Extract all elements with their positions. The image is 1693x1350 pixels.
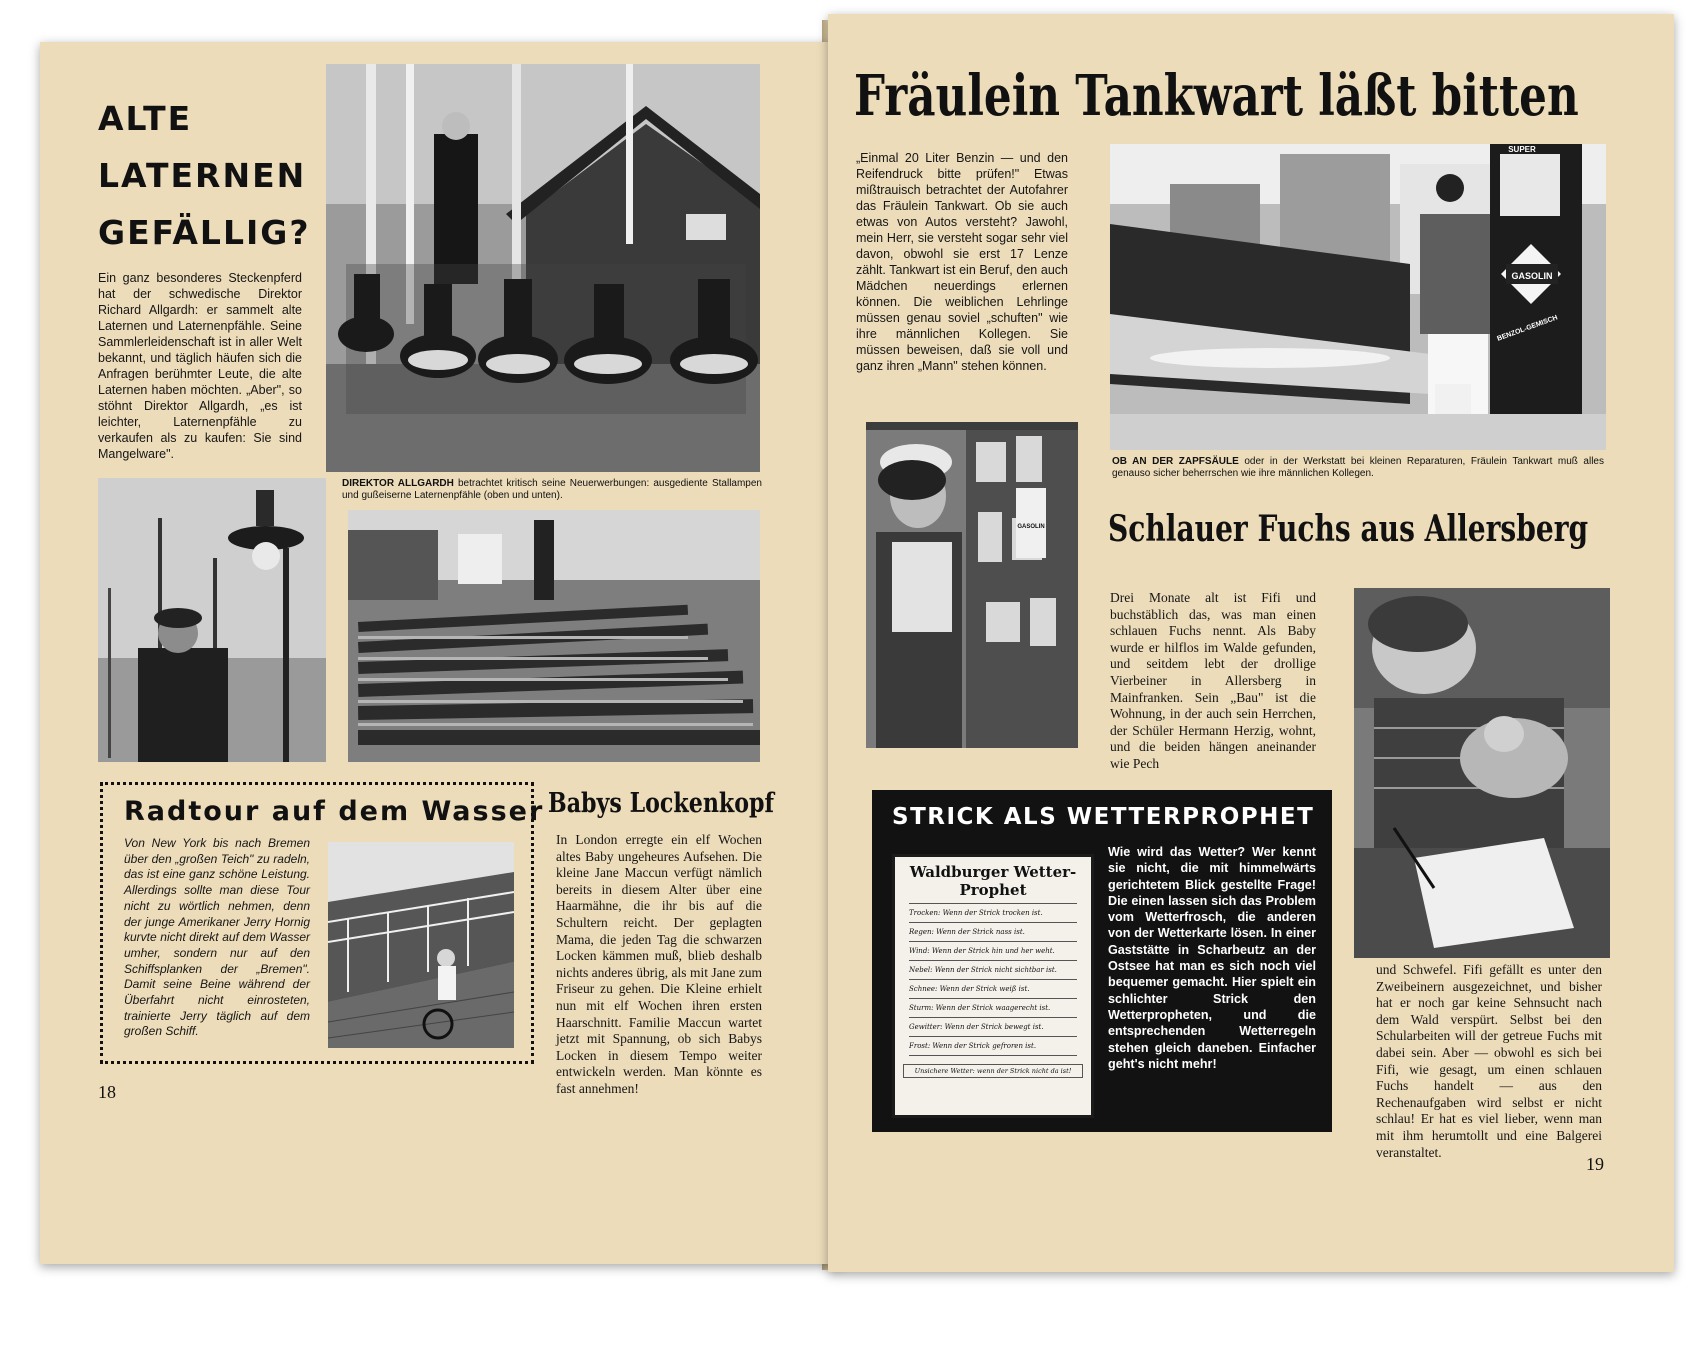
strick-title: STRICK ALS WETTERPROPHET bbox=[892, 804, 1315, 830]
sign-row: Trocken: Wenn der Strick trocken ist. bbox=[909, 904, 1077, 923]
pump-brand-text: GASOLIN bbox=[1511, 271, 1553, 281]
sign-row: Wind: Wenn der Strick hin und her weht. bbox=[909, 942, 1077, 961]
babys-body: In London erregte ein elf Wochen altes Baby ungeheures Aufsehen. Die kleine Jane Maccun verfügt nämlich bereits in diesem Alter über eine Haarmähne, die ihr bis auf die Schultern reicht. Der geplagten Mama, die jeden Tag die schwarzen Locken kämmen muß, blieb deshalb nichts anderes übrig, als mit Jane zum Friseur zu gehen. Die Kleine erhielt nun mit elf Wochen ihren ersten Haarschnitt. Familie Maccun wartet jetzt mit Spannung, ob sich Babys Locken in diesem Tempo weiter entwickeln werden. Man könnte es fast annehmen! bbox=[556, 832, 762, 1096]
tankwart-title: Fräulein Tankwart läßt bitten bbox=[854, 63, 1579, 129]
lanterns-caption-bold: DIREKTOR ALLGARDH bbox=[342, 478, 454, 489]
strick-box bbox=[872, 790, 1332, 1132]
right-page bbox=[828, 14, 1674, 1272]
ship-bicycle-photo bbox=[328, 842, 514, 1048]
sign-row: Gewitter: Wenn der Strick bewegt ist. bbox=[909, 1018, 1077, 1037]
sign-title bbox=[895, 863, 1091, 899]
sign-row: Schnee: Wenn der Strick weiß ist. bbox=[909, 980, 1077, 999]
strick-body: Wie wird das Wetter? Wer kennt sie nicht, die mit himmelwärts gerichtetem Blick gestellte Frage! Die einen lassen sich das Problem vom Wetterfrosch, die anderen von der Wetterkarte lösen. In einer Gaststätte in Scharbeutz an der Ostsee hat man es sich noch viel bequemer gemacht. Hier spielt ein schlichter Strick den Wetterpropheten, und die entsprechenden Wetterregeln stehen gleich daneben. Einfacher geht's nicht mehr! bbox=[1108, 845, 1316, 1071]
wetterprophet-sign bbox=[892, 854, 1094, 1118]
gas-station-photo bbox=[1110, 144, 1606, 450]
right-page-number: 19 bbox=[1586, 1154, 1604, 1174]
sign-row: Frost: Wenn der Strick gefroren ist. bbox=[909, 1037, 1077, 1056]
fuchs-body-1: Drei Monate alt ist Fifi und buchstäblich das, was man einen schlauen Fuchs nennt. Als Baby wurde er hilflos im Walde gefunden, und seitdem lebt der drollige Vierbeiner in Allersberg in Mainfranken. Sein „Bau" ist die Wohnung, in der auch sein Herrchen, der Schüler Hermann Herzig, wohnt, und die beiden hängen aneinander wie Pech bbox=[1110, 590, 1316, 771]
lanterns-caption-text: betrachtet kritisch seine Neuerwerbungen: ausgediente Stallampen und gußeiserne Laternenpfähle (oben und unten). bbox=[342, 478, 762, 501]
tankwart-caption-bold: OB AN DER ZAPFSÄULE bbox=[1112, 456, 1239, 467]
oil-can-label: GASOLIN bbox=[1017, 524, 1045, 530]
tankwart-body: „Einmal 20 Liter Benzin — und den Reifendruck bitte prüfen!" Etwas mißtrauisch betrachtet der Autofahrer das Fräulein Tankwart. Ob sie auch etwas von Autos versteht? Jawohl, mein Herr, sie versteht sogar sehr viel davon, obwohl sie erst 17 Lenze zählt. Tankwart ist ein Beruf, den auch Mädchen neuerdings erlernen können. Die weiblichen Lehrlinge müssen genau soviel „schuften" wie ihre männlichen Kollegen. Sie müssen beweisen, daß sie voll und ganz ihren „Mann" stehen können. bbox=[856, 151, 1068, 373]
girl-oil-can-photo bbox=[866, 422, 1078, 748]
tankwart-caption-text: oder in der Werkstatt bei kleinen Reparaturen, Fräulein Tankwart muß alles genauso sicher beherrschen wie ihre männlichen Kollegen. bbox=[1112, 456, 1604, 479]
sign-title-line2: Prophet bbox=[959, 881, 1027, 899]
lanterns-caption bbox=[342, 478, 762, 502]
tankwart-caption bbox=[1112, 456, 1604, 480]
pump-mix-text: BENZOL-GEMISCH bbox=[1496, 314, 1559, 343]
lanterns-cabin-photo bbox=[326, 64, 760, 472]
man-lamppost-photo bbox=[98, 478, 326, 762]
pump-top-text: SUPER bbox=[1508, 145, 1536, 154]
sign-row: Regen: Wenn der Strick nass ist. bbox=[909, 923, 1077, 942]
fuchs-title: Schlauer Fuchs aus Allersberg bbox=[1108, 508, 1589, 550]
sign-footer: Unsichere Wetter: wenn der Strick nicht da ist! bbox=[903, 1064, 1083, 1078]
left-page-number: 18 bbox=[98, 1082, 116, 1102]
sign-title-line1: Waldburger Wetter- bbox=[909, 863, 1077, 881]
lamp-posts-row-photo bbox=[348, 510, 760, 762]
left-page bbox=[40, 42, 841, 1264]
lanterns-title-line3: GEFÄLLIG? bbox=[98, 213, 311, 252]
radtour-body: Von New York bis nach Bremen über den „großen Teich" zu radeln, das ist eine ganz schöne Leistung. Allerdings sollte man diese Tour nicht zu wörtlich nehmen, denn der junge Amerikaner Jerry Hornig kurvte nicht direkt auf dem Wasser umher, sondern nur auf den Schiffsplanken der „Bremen". Damit seine Beine während der Überfahrt nicht einrosteten, trainierte Jerry täglich auf dem großen Schiff. bbox=[124, 836, 310, 1039]
lanterns-title-line2: LATERNEN bbox=[98, 156, 307, 195]
lanterns-title bbox=[98, 90, 311, 261]
boy-fox-photo bbox=[1354, 588, 1610, 958]
sign-row: Nebel: Wenn der Strick nicht sichtbar ist. bbox=[909, 961, 1077, 980]
radtour-title: Radtour auf dem Wasser bbox=[124, 796, 545, 827]
lanterns-title-line1: ALTE bbox=[98, 99, 193, 138]
sign-row: Sturm: Wenn der Strick waagerecht ist. bbox=[909, 999, 1077, 1018]
babys-title: Babys Lockenkopf bbox=[548, 788, 775, 819]
lanterns-body: Ein ganz besonderes Steckenpferd hat der schwedische Direktor Richard Allgardh: er sammelt alte Laternen und Laternenpfähle. Seine Sammlerleidenschaft ist in aller Welt bekannt, und täglich häufen sich die Anfragen berühmter Leute, die alte Laternen haben möchten. „Aber", so stöhnt Direktor Allgardh, „es ist leichter, Laternenpfähle zu verkaufen als zu kaufen: Sie sind Mangelware". bbox=[98, 271, 302, 461]
sign-rows bbox=[909, 903, 1077, 1056]
fuchs-body-2: und Schwefel. Fifi gefällt es unter den Zweibeinern ausgezeichnet, und bisher hat er noch gar keine Sehnsucht nach dem Wald verspürt. Selbst bei den Schularbeiten will der getreue Fuchs mit dabei sein. Aber — obwohl es sich bei Fifi, wie gesagt, um einen schlauen Fuchs handelt — aus den Rechenaufgaben wird selbst er nicht schlau! Er hat es viel lieber, wenn man mit ihm herumtollt und eine Balgerei veranstaltet. bbox=[1376, 962, 1602, 1160]
